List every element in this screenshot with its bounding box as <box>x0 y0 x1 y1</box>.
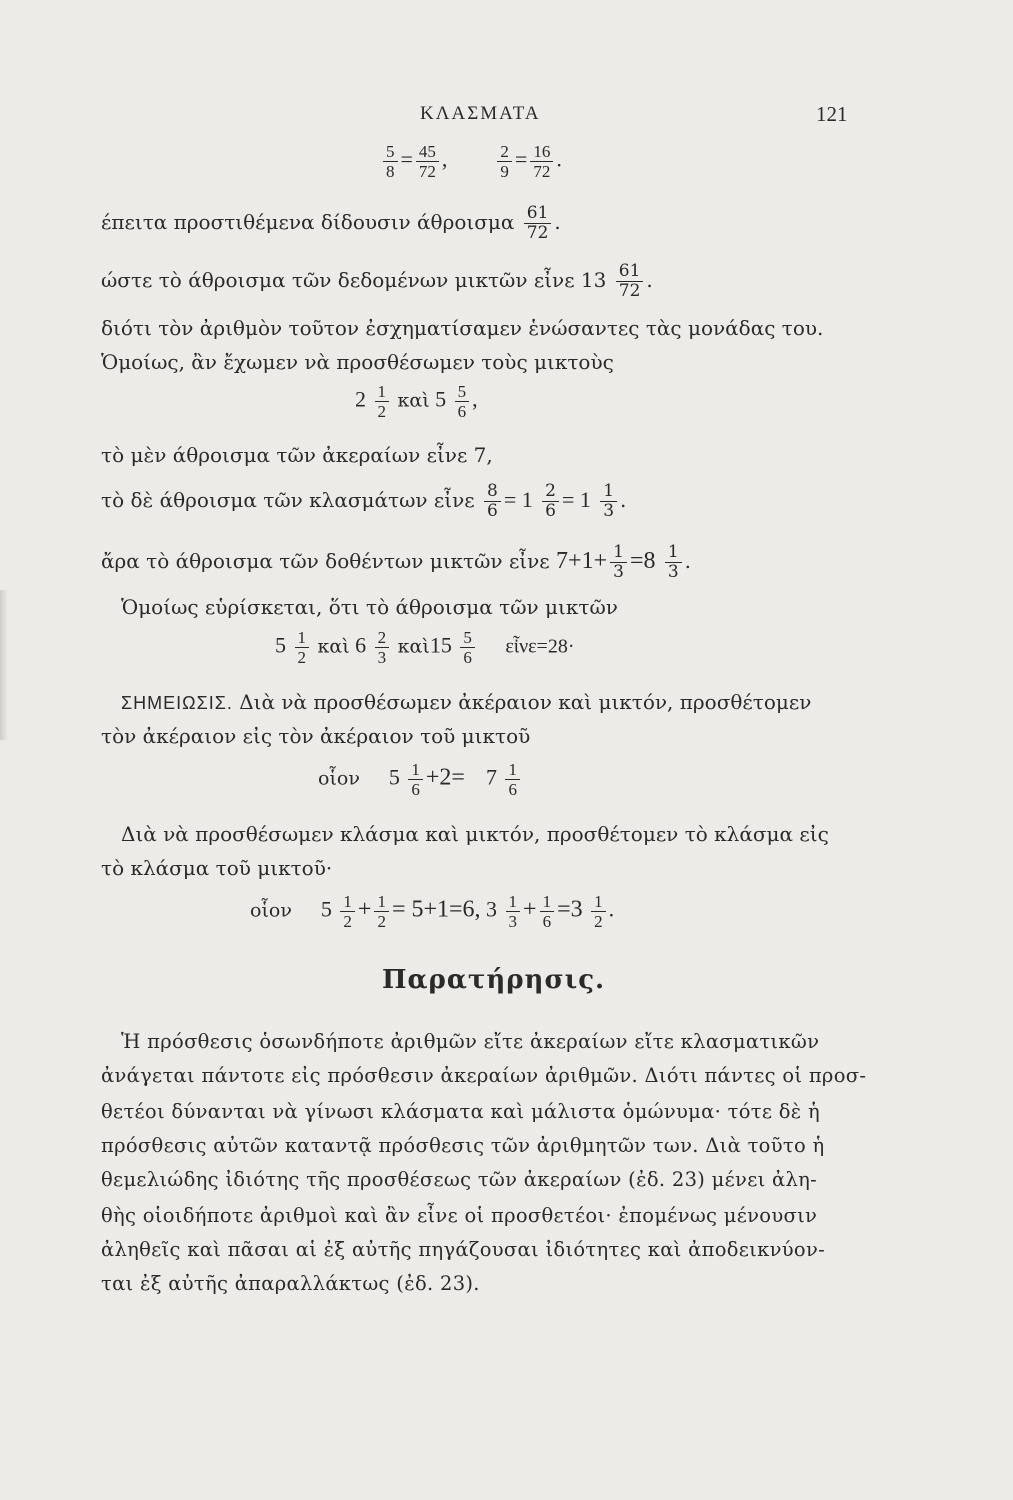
fraction: $\frac{1}{2}$ <box>375 382 390 421</box>
section-title: Παρατήρησις. <box>382 965 606 995</box>
page-edge-shadow <box>0 590 8 740</box>
fraction: $\frac{1}{2}$ <box>591 892 606 931</box>
fraction: $\frac{45}{72}$ <box>416 142 439 181</box>
paragraph-line: θετέοι δύνανται νὰ γίνωσι κλάσματα καὶ μάλιστα ὁμώνυμα· τότε δὲ ἡ <box>101 1100 821 1123</box>
text-line: ώστε τὸ άθροισμα τῶν δεδομένων μικτῶν εἶνε 13 $\frac{61}{72}$ . <box>101 261 653 301</box>
fraction: $\frac{1}{2}$ <box>374 892 389 931</box>
fraction: $\frac{1}{6}$ <box>505 760 520 799</box>
text-line: ἄρα τὸ άθροισμα τῶν δοθέντων μικτῶν εἶνε 7+1+ $\frac{1}{3}$ =8 $\frac{1}{3}$ . <box>101 542 692 582</box>
fraction: $\frac{8}{6}$ <box>484 482 501 521</box>
fraction: $\frac{61}{72}$ <box>524 204 552 243</box>
note-line: ΣΗΜΕΙΩΣΙΣ. Διὰ νὰ προσθέσωμεν ἀκέραιον καὶ μικτόν, προσθέτομεν <box>121 690 812 714</box>
text-line: διότι τὸν ἀριθμὸν τοῦτον ἐσχηματίσαμεν ἑνώσαντες τὰς μονάδας του. <box>101 316 824 340</box>
text-line: τὸν ἀκέραιον εἰς τὸν ἀκέραιον τοῦ μικτοῦ <box>101 724 531 748</box>
fraction: $\frac{2}{6}$ <box>542 482 559 521</box>
text-line: Διὰ νὰ προσθέσωμεν κλάσμα καὶ μικτόν, προσθέτομεν τὸ κλάσμα εἰς <box>121 822 829 846</box>
fraction: $\frac{1}{3}$ <box>506 892 521 931</box>
text-line: τὸ δὲ άθροισμα τῶν κλασμάτων εἶνε $\frac{8}{6}$ = 1 $\frac{2}{6}$ = 1 $\frac{1}{3}$ . <box>101 481 627 521</box>
fraction: $\frac{5}{8}$ <box>383 142 398 181</box>
fraction: $\frac{1}{6}$ <box>408 760 423 799</box>
fraction: $\frac{1}{6}$ <box>540 892 555 931</box>
running-header: ΚΛΑΣΜΑΤΑ <box>420 103 541 124</box>
fraction: $\frac{1}{2}$ <box>340 892 355 931</box>
paragraph-line: θὴς οἱοιδήποτε ἀριθμοὶ καὶ ἂν εἶνε οἱ προσθετέοι· ἐπομένως μένουσιν <box>101 1204 818 1227</box>
paragraph-line: πρόσθεσις αὐτῶν καταντᾷ πρόσθεσις τῶν ἀριθμητῶν των. Διὰ τοῦτο ἡ <box>101 1134 825 1157</box>
equation-b: 2 $\frac{1}{2}$ καὶ 5 $\frac{5}{6}$ , <box>355 382 478 421</box>
equation-d: οἷον 5 $\frac{1}{6}$ +2= 7 $\frac{1}{6}$ <box>318 760 523 799</box>
text-line: τὸ μὲν άθροισμα τῶν ἀκεραίων εἶνε 7, <box>101 443 493 467</box>
equation-c: 5 $\frac{1}{2}$ καὶ 6 $\frac{2}{3}$ καὶ15 $\frac{5}{6}$ εἶνε=28· <box>275 628 575 667</box>
text-line: Ὁμοίως, ἂν ἔχωμεν νὰ προσθέσωμεν τοὺς μικτοὺς <box>101 350 614 374</box>
text-line: έπειτα προστιθέμενα δίδουσιν άθροισμα $\frac{61}{72}$ . <box>101 203 561 243</box>
fraction: $\frac{1}{3}$ <box>665 543 682 582</box>
fraction: $\frac{1}{3}$ <box>610 543 627 582</box>
fraction: $\frac{5}{6}$ <box>460 628 475 667</box>
note-label: ΣΗΜΕΙΩΣΙΣ. <box>121 693 233 713</box>
text-line: τὸ κλάσμα τοῦ μικτοῦ· <box>101 856 333 880</box>
fraction: $\frac{1}{3}$ <box>600 482 617 521</box>
fraction: $\frac{61}{72}$ <box>616 262 644 301</box>
fraction: $\frac{2}{3}$ <box>375 628 390 667</box>
equation-e: οἷον 5 $\frac{1}{2}$ + $\frac{1}{2}$ = 5+1=6, 3 $\frac{1}{3}$ + $\frac{1}{6}$ =3 $\frac{1}{2}$ . <box>250 892 615 931</box>
page-number: 121 <box>816 102 848 126</box>
fraction: $\frac{5}{6}$ <box>455 382 470 421</box>
fraction: $\frac{16}{72}$ <box>530 142 553 181</box>
fraction: $\frac{2}{9}$ <box>497 142 512 181</box>
paragraph-line: ται ἐξ αὐτῆς ἀπαραλλάκτως (ἐδ. 23). <box>101 1272 480 1295</box>
paragraph-line: θεμελιώδης ἰδιότης τῆς προσθέσεως τῶν ἀκεραίων (ἐδ. 23) μένει ἀλη- <box>101 1168 818 1191</box>
paragraph-line: ἀληθεῖς καὶ πᾶσαι αἱ ἐξ αὐτῆς πηγάζουσαι ἰδιότητες καὶ ἀποδεικνύον- <box>101 1238 826 1261</box>
paragraph-line: ἀνάγεται πάντοτε εἰς πρόσθεσιν ἀκεραίων ἀριθμῶν. Διότι πάντες οἱ προσ- <box>101 1064 867 1087</box>
fraction: $\frac{1}{2}$ <box>295 628 310 667</box>
text-line: Ὁμοίως εὑρίσκεται, ὅτι τὸ άθροισμα τῶν μικτῶν <box>121 595 618 619</box>
paragraph-line: Ἡ πρόσθεσις ὁσωνδήποτε ἀριθμῶν εἴτε ἀκεραίων εἴτε κλασματικῶν <box>121 1030 820 1053</box>
equation-a: $\frac{5}{8}$ = $\frac{45}{72}$ , $\frac{2}{9}$ = $\frac{16}{72}$ . <box>380 142 562 181</box>
